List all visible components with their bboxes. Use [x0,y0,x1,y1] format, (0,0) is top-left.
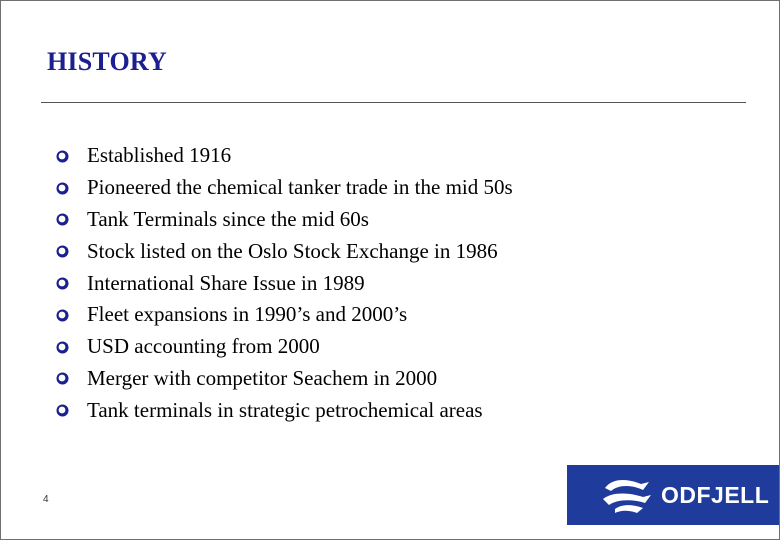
logo-text: ODFJELL [661,481,770,508]
bullet-text: Tank terminals in strategic petrochemical areas [87,397,483,422]
hollow-circle-bullet-icon [55,243,71,259]
odfjell-logo-icon [599,475,655,515]
bullet-item [55,140,513,172]
bullet-text: Established 1916 [87,143,232,168]
bullet-text: International Share Issue in 1989 [87,270,365,295]
title-divider [41,102,746,103]
bullet-item [55,363,513,395]
hollow-circle-bullet-icon [55,275,71,291]
hollow-circle-bullet-icon [55,370,71,386]
bullet-item [55,267,513,299]
hollow-circle-bullet-icon [55,211,71,227]
bullet-item [55,172,513,204]
bullet-text: Pioneered the chemical tanker trade in the mid 50s [87,175,513,200]
hollow-circle-bullet-icon [55,307,71,323]
bullet-item [55,331,513,363]
bullet-item [55,235,513,267]
bullet-text: Merger with competitor Seachem in 2000 [87,365,438,390]
slide-title: HISTORY [47,47,167,76]
bullet-text: USD accounting from 2000 [87,334,320,359]
bullet-item [55,204,513,236]
bullet-item [55,299,513,331]
hollow-circle-bullet-icon [55,148,71,164]
bullet-text: Stock listed on the Oslo Stock Exchange in 1986 [87,238,498,263]
hollow-circle-bullet-icon [55,402,71,418]
bullet-text: Fleet expansions in 1990’s and 2000’s [87,302,408,327]
hollow-circle-bullet-icon [55,339,71,355]
bullet-text: Tank Terminals since the mid 60s [87,206,369,231]
bullet-list [55,140,513,426]
page-number: 4 [43,494,49,505]
odfjell-logo [567,465,779,525]
hollow-circle-bullet-icon [55,180,71,196]
bullet-item [55,394,513,426]
